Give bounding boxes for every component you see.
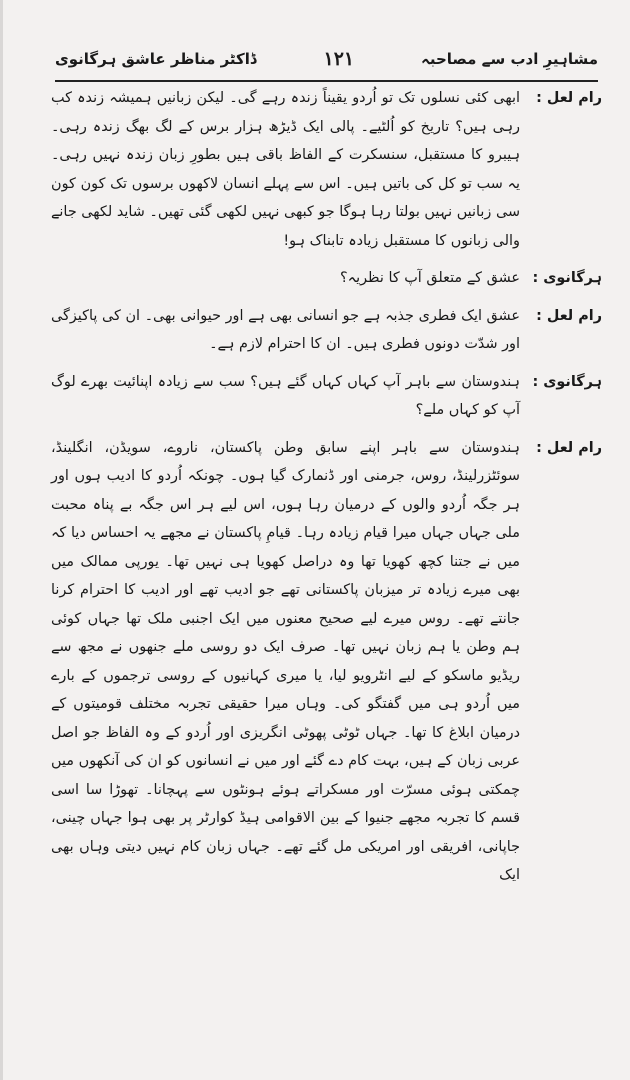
paragraph: ابھی کئی نسلوں تک تو اُردو یقیناً زندہ رہے گی۔ لیکن زبانیں ہمیشہ زندہ کب رہی ہیں؟ تاریخ کو اُلٹیے۔ پالی ایک ڈیڑھ ہزار برس کے لگ بھگ زندہ رہی۔ ہیبرو کا مستقبل، سنسکرت کے الفاظ باقی ہیں بطورِ زبان زندہ نہیں رہی۔ یہ سب تو کل کی باتیں ہیں۔ اس سے پہلے انسان لاکھوں برسوں تک کون کون سی زبانیں نہیں بولتا رہا ہوگا جو کبھی نہیں لکھی گئی تھیں۔ شاید لکھی جانے والی زبانوں کا مستقبل زیادہ تابناک ہو! [51,90,520,249]
running-header [55,44,598,74]
speech-text [51,264,520,297]
speech-text [51,434,520,894]
interview-dialogue [51,84,602,899]
paragraph: ہندوستان سے باہر اپنے سابق وطن پاکستان، ناروے، سویڈن، انگلینڈ، سوئٹزرلینڈ، روس، جرمنی اور ڈنمارک گیا ہوں۔ چونکہ اُردو کا ادیب ہوں اور ہر جگہ اُردو والوں کے درمیان رہا ہوں، اس لیے ہر اس جگہ بے پناہ محبت ملی جہاں جہاں میرا قیام زیادہ رہا۔ قیامِ پاکستان نے مجھے یہ احساس دیا کہ میں نے جتنا کچھ کھویا تھا وہ دراصل کھویا ہی نہیں تھا۔ یورپی ممالک میں بھی میرے زیادہ تر میزبان پاکستانی تھے جو ادیب تھے اور ادیب کا احترام کرنا جانتے تھے۔ روس میرے لیے صحیح معنوں میں ایک اجنبی ملک تھا جہاں کوئی ہم وطن یا ہم زبان نہیں تھا۔ صرف ایک دو روسی ملے جنھوں نے مجھ سے ریڈیو ماسکو کے لیے انٹرویو لیا، یا میری کہانیوں کے روسی ترجموں کے بارے میں اُردو ہی میں گفتگو کی۔ وہاں میرا حقیقی تجربہ مختلف قومیتوں کے درمیان ابلاغ کا تھا۔ جہاں ٹوٹی پھوٹی انگریزی اور اُردو کے وہ الفاظ جو اصل عربی زبان کے ہیں، بہت کام دے گئے اور میں نے انسانوں کو ان کی آنکھوں میں چمکتی ہوئی مسرّت اور مسکراتے ہوئے ہونٹوں سے پہچانا۔ تھوڑا سا اسی قسم کا تجربہ مجھے جنیوا کے بین الاقوامی ہیڈ کوارٹر پر بھی ہوا جہاں چینی، جاپانی، افریقی اور امریکی مل گئے تھے۔ جہاں زبان کام نہیں دیتی وہاں بھی ایک [51,439,520,883]
page-number: ۱۲۱ [323,48,355,70]
dialogue-entry [51,84,602,259]
dialogue-entry [51,368,602,429]
speaker-label: ہرگانوی : [532,373,602,390]
speech-text [51,84,520,259]
dialogue-entry [51,264,602,297]
paragraph: عشق کے متعلق آپ کا نظریہ؟ [340,270,520,286]
paragraph: ہندوستان سے باہر آپ کہاں کہاں گئے ہیں؟ سب سے زیادہ اپنائیت بھرے لوگ آپ کو کہاں ملے؟ [51,373,520,418]
author-name: ڈاکٹر مناظر عاشق ہرگانوی [55,50,257,68]
header-rule [55,80,598,82]
speaker-label: رام لعل : [536,90,602,106]
speaker-label: ہرگانوی : [532,270,602,286]
speech-text [51,368,520,429]
speaker-label: رام لعل : [536,439,602,456]
speech-text [51,302,520,363]
dialogue-entry [51,302,602,363]
dialogue-entry [51,434,602,894]
speaker-label: رام لعل : [536,307,602,324]
book-title: مشاہیرِ ادب سے مصاحبہ [421,50,598,68]
paragraph: عشق ایک فطری جذبہ ہے جو انسانی بھی ہے اور حیوانی بھی۔ ان کی پاکیزگی اور شدّت دونوں فطری ہیں۔ ان کا احترام لازم ہے۔ [51,307,520,352]
